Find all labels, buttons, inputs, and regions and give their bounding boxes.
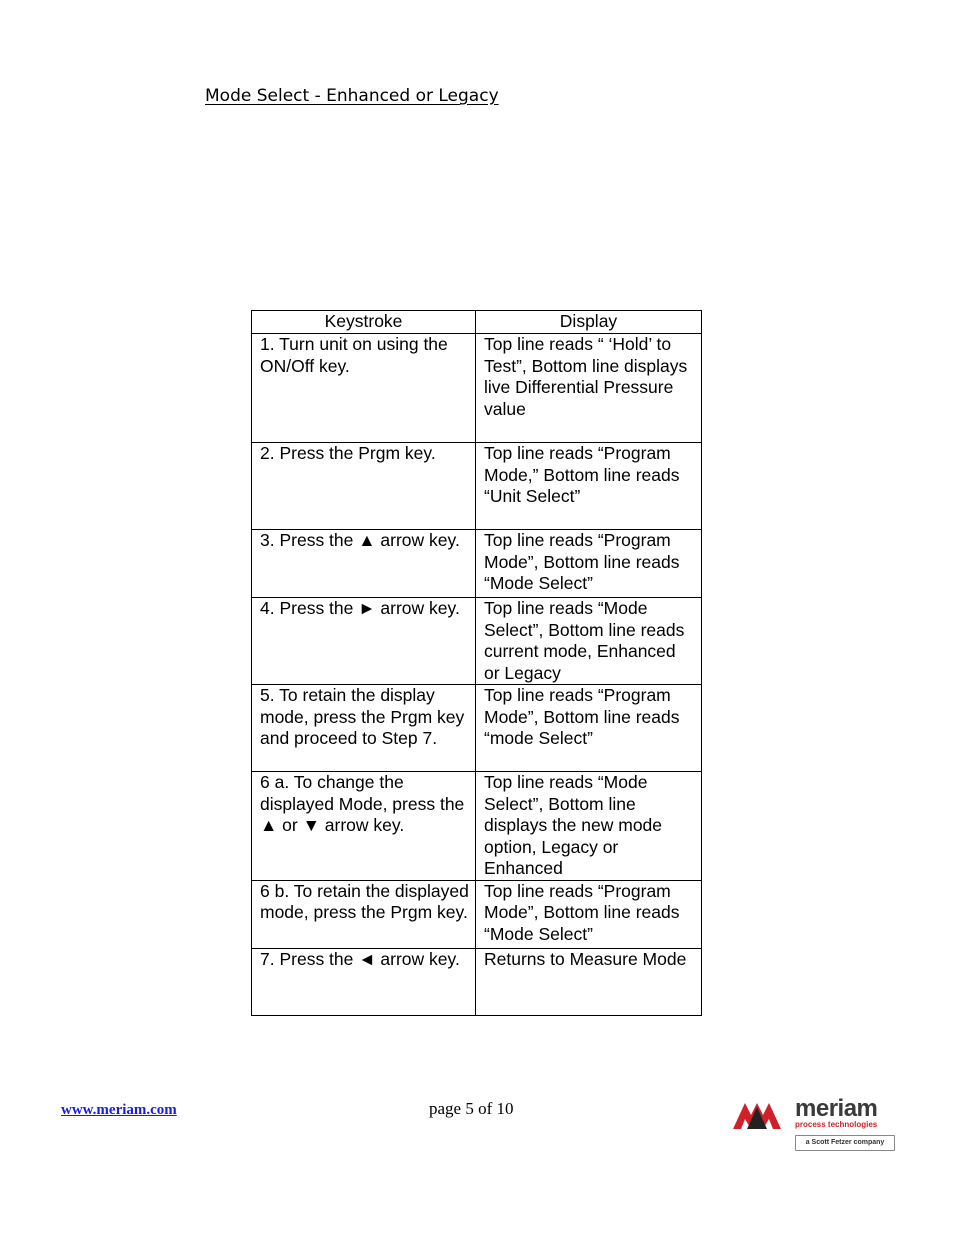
table-row <box>252 772 702 881</box>
keystroke-table <box>251 310 702 1016</box>
display-cell: Top line reads “Program Mode”, Bottom line reads “mode Select” <box>476 685 702 772</box>
header-keystroke: Keystroke <box>252 311 476 334</box>
keystroke-cell: 4. Press the ► arrow key. <box>252 598 476 685</box>
display-cell: Top line reads “Mode Select”, Bottom line displays the new mode option, Legacy or Enhanced <box>476 772 702 881</box>
keystroke-cell: 5. To retain the display mode, press the Prgm key and proceed to Step 7. <box>252 685 476 772</box>
display-cell: Top line reads “ ‘Hold’ to Test”, Bottom line displays live Differential Pressure value <box>476 334 702 443</box>
table-row <box>252 530 702 598</box>
table-row <box>252 443 702 530</box>
meriam-mark-icon <box>733 1099 793 1133</box>
keystroke-cell: 6 b. To retain the displayed mode, press the Prgm key. <box>252 880 476 948</box>
keystroke-cell: 6 a. To change the displayed Mode, press the ▲ or ▼ arrow key. <box>252 772 476 881</box>
display-cell: Top line reads “Mode Select”, Bottom line reads current mode, Enhanced or Legacy <box>476 598 702 685</box>
keystroke-cell: 1. Turn unit on using the ON/Off key. <box>252 334 476 443</box>
logo-subtitle: process technologies <box>795 1120 878 1129</box>
table-row <box>252 685 702 772</box>
meriam-logo <box>733 1097 898 1155</box>
table-header-row <box>252 311 702 334</box>
keystroke-cell: 3. Press the ▲ arrow key. <box>252 530 476 598</box>
logo-tagline: a Scott Fetzer company <box>795 1135 895 1151</box>
keystroke-cell: 7. Press the ◄ arrow key. <box>252 948 476 1015</box>
table-row <box>252 880 702 948</box>
table-row <box>252 948 702 1015</box>
section-heading: Mode Select - Enhanced or Legacy <box>205 86 499 106</box>
page-number: page 5 of 10 <box>429 1099 514 1118</box>
table-row <box>252 598 702 685</box>
display-cell: Top line reads “Program Mode”, Bottom line reads “Mode Select” <box>476 880 702 948</box>
logo-wordmark: meriam <box>795 1095 878 1122</box>
website-link[interactable]: www.meriam.com <box>61 1102 177 1118</box>
display-cell: Top line reads “Program Mode”, Bottom line reads “Mode Select” <box>476 530 702 598</box>
display-cell: Top line reads “Program Mode,” Bottom line reads “Unit Select” <box>476 443 702 530</box>
keystroke-cell: 2. Press the Prgm key. <box>252 443 476 530</box>
display-cell: Returns to Measure Mode <box>476 948 702 1015</box>
table-row <box>252 334 702 443</box>
header-display: Display <box>476 311 702 334</box>
